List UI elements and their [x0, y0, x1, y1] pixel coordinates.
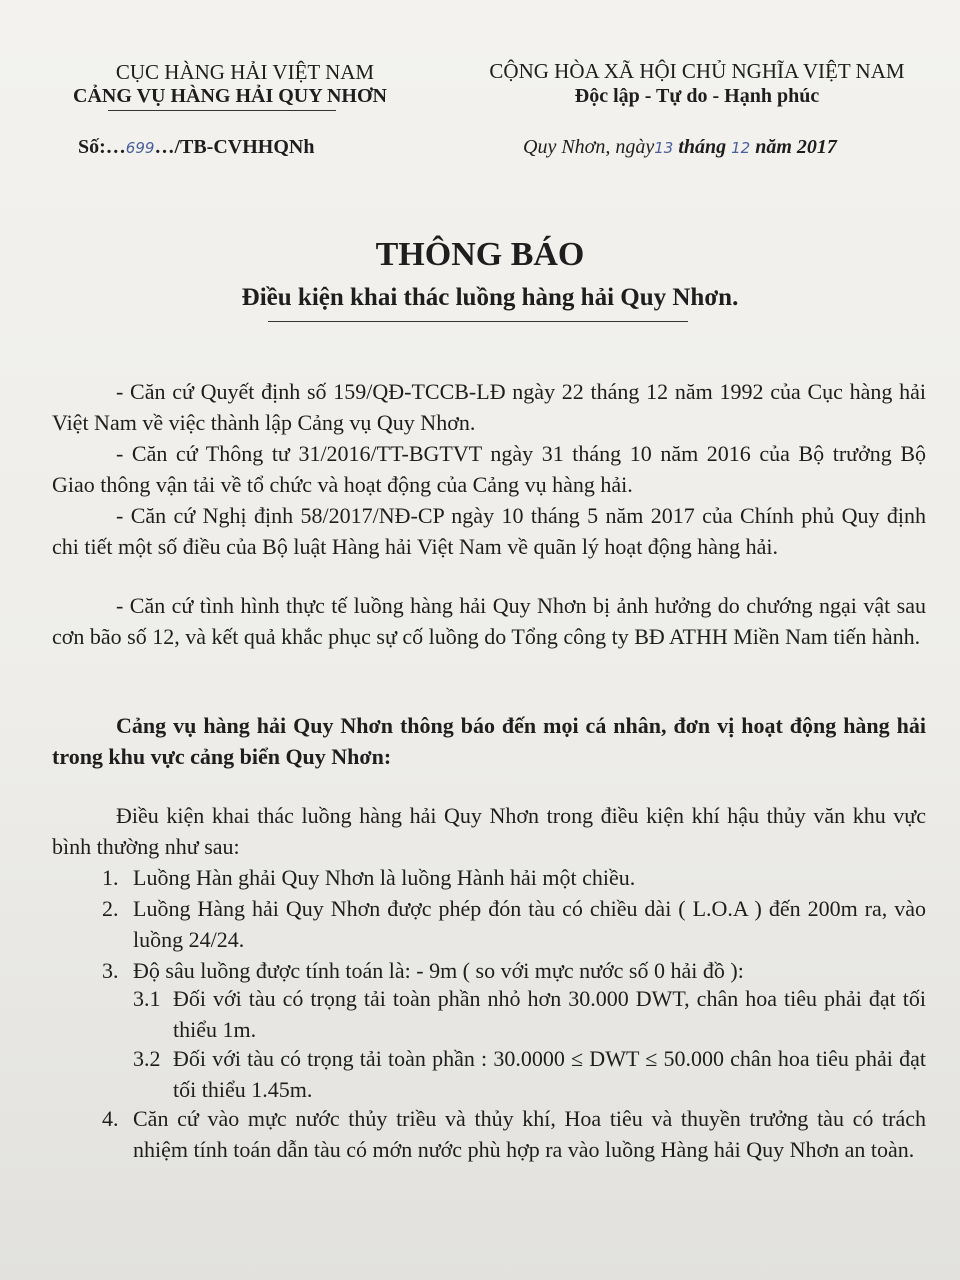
item-3-number: 3.: [102, 958, 119, 983]
year-label: năm 2017: [755, 136, 837, 158]
place-prefix: Quy Nhơn, ngày: [523, 136, 655, 158]
day-handwritten: 13: [654, 139, 674, 157]
legal-basis-4: - Căn cứ tình hình thực tế luồng hàng hải Quy Nhơn bị ảnh hưởng do chướng ngại vật sau cơn bão số 12, và kết quả khắc phục sự cố luồng do Tổng công ty BĐ ATHH Miền Nam tiến hành.: [52, 593, 926, 649]
month-label: tháng: [678, 136, 727, 158]
document-title: THÔNG BÁO: [375, 236, 585, 273]
item-4-text: Căn cứ vào mực nước thủy triều và thủy khí, Hoa tiêu và thuyền trưởng tàu có trách nhiệm tính toán dẫn tàu có mớn nước phù hợp ra vào luồng Hàng hải Quy Nhơn an toàn.: [133, 1106, 926, 1162]
national-motto: Độc lập - Tự do - Hạnh phúc: [574, 85, 820, 107]
item-3-1-number: 3.1: [133, 986, 161, 1011]
item-1-number: 1.: [102, 865, 119, 890]
doc-number-handwritten: 699: [125, 139, 155, 157]
doc-number-suffix: …/TB-CVHHQNh: [154, 136, 315, 158]
subtitle-underline: [268, 321, 688, 322]
item-3-2-text: Đối với tàu có trọng tải toàn phần : 30.0000 ≤ DWT ≤ 50.000 chân hoa tiêu phải đạt tối thiểu 1.45m.: [173, 1046, 926, 1102]
item-3-text: Độ sâu luồng được tính toán là: - 9m ( so với mực nước số 0 hải đồ ):: [133, 958, 744, 983]
item-4-number: 4.: [102, 1106, 119, 1131]
doc-number-prefix: Số:…: [78, 136, 126, 158]
left-header-underline: [108, 110, 336, 111]
legal-basis-3: - Căn cứ Nghị định 58/2017/NĐ-CP ngày 10 tháng 5 năm 2017 của Chính phủ Quy định chi tiết một số điều của Bộ luật Hàng hải Việt Nam về quãn lý hoạt động hàng hải.: [52, 503, 926, 559]
country-name: CỘNG HÒA XÃ HỘI CHỦ NGHĨA VIỆT NAM: [489, 59, 905, 83]
conditions-intro: Điều kiện khai thác luồng hàng hải Quy Nhơn trong điều kiện khí hậu thủy văn khu vực bình thường như sau:: [52, 803, 926, 859]
agency-name: CỤC HÀNG HẢI VIỆT NAM: [115, 60, 375, 84]
document-number: [78, 136, 314, 159]
announcement-statement: Cảng vụ hàng hải Quy Nhơn thông báo đến mọi cá nhân, đơn vị hoạt động hàng hải trong khu vực cảng biển Quy Nhơn:: [52, 713, 926, 769]
item-3-2-number: 3.2: [133, 1046, 161, 1071]
item-2-text: Luồng Hàng hải Quy Nhơn được phép đón tàu có chiều dài ( L.O.A ) đến 200m ra, vào luồng 24/24.: [133, 896, 926, 952]
month-handwritten: 12: [731, 139, 751, 157]
item-1-text: Luồng Hàn ghải Quy Nhơn là luồng Hành hải một chiều.: [133, 865, 636, 890]
document-subtitle: Điều kiện khai thác luồng hàng hải Quy Nhơn.: [241, 284, 739, 311]
legal-basis-1: - Căn cứ Quyết định số 159/QĐ-TCCB-LĐ ngày 22 tháng 12 năm 1992 của Cục hàng hải Việt Nam về việc thành lập Cảng vụ Quy Nhơn.: [52, 379, 926, 435]
place-date: [523, 136, 837, 159]
item-3-1-text: Đối với tàu có trọng tải toàn phần nhỏ hơn 30.000 DWT, chân hoa tiêu phải đạt tối thiểu 1m.: [173, 986, 926, 1042]
item-2-number: 2.: [102, 896, 119, 921]
port-authority-name: CẢNG VỤ HÀNG HẢI QUY NHƠN: [73, 85, 387, 107]
legal-basis-2: - Căn cứ Thông tư 31/2016/TT-BGTVT ngày 31 tháng 10 năm 2016 của Bộ trưởng Bộ Giao thông vận tải về tổ chức và hoạt động của Cảng vụ hàng hải.: [52, 441, 926, 497]
